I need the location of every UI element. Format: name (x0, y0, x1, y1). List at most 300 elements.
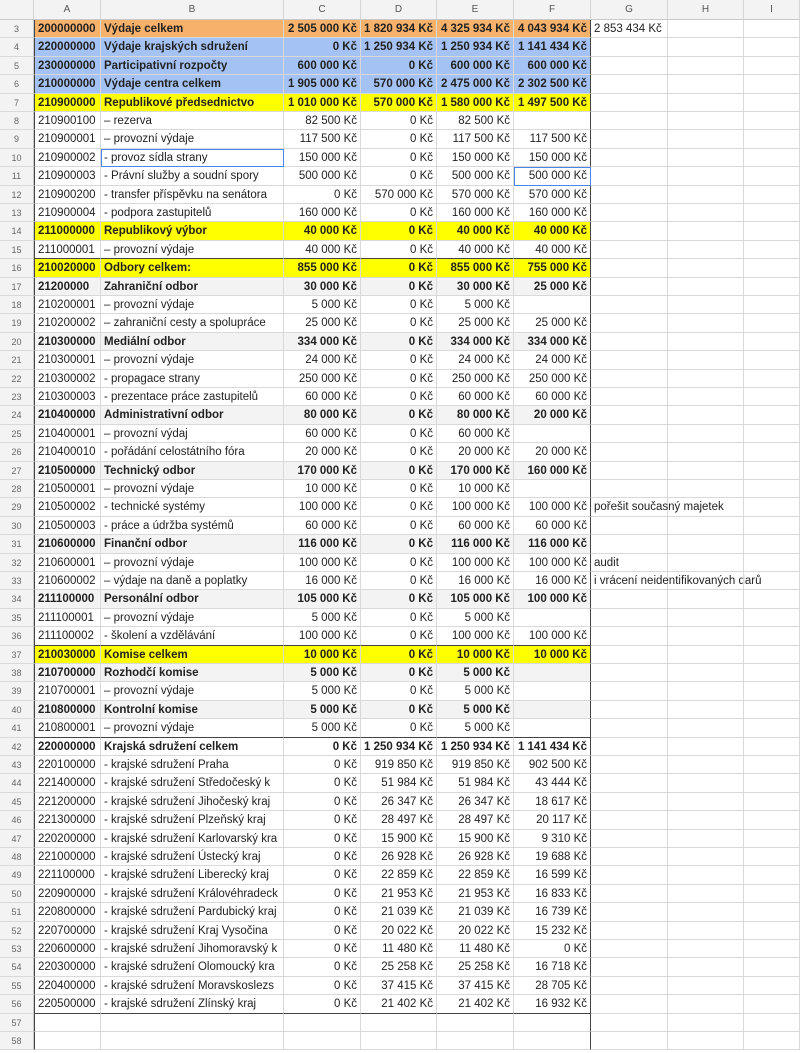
cell-account[interactable]: 220000000 (34, 38, 101, 56)
row-number[interactable]: 36 (0, 627, 34, 645)
cell-e[interactable]: 5 000 Kč (437, 296, 514, 314)
cell-c[interactable]: 60 000 Kč (284, 517, 361, 535)
cell-i[interactable] (744, 462, 800, 480)
cell-label[interactable] (101, 1032, 284, 1050)
cell-i[interactable] (744, 866, 800, 884)
cell-i[interactable] (744, 627, 800, 645)
cell-i[interactable] (744, 480, 800, 498)
cell-e[interactable]: 117 500 Kč (437, 130, 514, 148)
cell-f[interactable]: 16 833 Kč (514, 885, 591, 903)
cell-i[interactable] (744, 590, 800, 608)
cell-e[interactable] (437, 1032, 514, 1050)
cell-note[interactable] (591, 406, 668, 424)
cell-d[interactable]: 21 402 Kč (361, 995, 437, 1013)
row-number[interactable]: 31 (0, 535, 34, 553)
cell-h[interactable] (668, 278, 744, 296)
cell-c[interactable]: 5 000 Kč (284, 664, 361, 682)
cell-d[interactable]: 0 Kč (361, 701, 437, 719)
cell-i[interactable] (744, 259, 800, 277)
cell-label[interactable]: – výdaje na daně a poplatky (101, 572, 284, 590)
cell-c[interactable]: 16 000 Kč (284, 572, 361, 590)
cell-note[interactable] (591, 866, 668, 884)
cell-note[interactable] (591, 738, 668, 756)
row-number[interactable]: 48 (0, 848, 34, 866)
cell-label[interactable]: - krajské sdružení Královéhradeck (101, 885, 284, 903)
cell-i[interactable] (744, 609, 800, 627)
cell-c[interactable]: 60 000 Kč (284, 388, 361, 406)
cell-label[interactable]: - krajské sdružení Kraj Vysočina (101, 922, 284, 940)
cell-note[interactable] (591, 314, 668, 332)
cell-d[interactable]: 26 347 Kč (361, 793, 437, 811)
row-number[interactable]: 23 (0, 388, 34, 406)
cell-e[interactable]: 22 859 Kč (437, 866, 514, 884)
cell-i[interactable] (744, 498, 800, 516)
cell-account[interactable]: 210800000 (34, 701, 101, 719)
cell-c[interactable]: 600 000 Kč (284, 57, 361, 75)
cell-c[interactable]: 0 Kč (284, 848, 361, 866)
cell-account[interactable]: 210300000 (34, 333, 101, 351)
cell-c[interactable]: 24 000 Kč (284, 351, 361, 369)
cell-c[interactable]: 0 Kč (284, 774, 361, 792)
cell-account[interactable]: 221400000 (34, 774, 101, 792)
cell-d[interactable]: 570 000 Kč (361, 94, 437, 112)
cell-h[interactable] (668, 94, 744, 112)
cell-i[interactable] (744, 1014, 800, 1032)
cell-label[interactable]: - krajské sdružení Ústecký kraj (101, 848, 284, 866)
row-number[interactable]: 6 (0, 75, 34, 93)
cell-d[interactable]: 0 Kč (361, 278, 437, 296)
cell-h[interactable] (668, 351, 744, 369)
cell-e[interactable]: 100 000 Kč (437, 554, 514, 572)
cell-label[interactable]: - školení a vzdělávání (101, 627, 284, 645)
row-number[interactable]: 43 (0, 756, 34, 774)
cell-e[interactable]: 40 000 Kč (437, 222, 514, 240)
cell-e[interactable]: 919 850 Kč (437, 756, 514, 774)
cell-c[interactable]: 116 000 Kč (284, 535, 361, 553)
cell-i[interactable] (744, 848, 800, 866)
row-number[interactable]: 56 (0, 995, 34, 1013)
cell-e[interactable]: 250 000 Kč (437, 370, 514, 388)
cell-d[interactable]: 26 928 Kč (361, 848, 437, 866)
cell-label[interactable]: – provozní výdaje (101, 719, 284, 737)
cell-label[interactable]: Personální odbor (101, 590, 284, 608)
cell-note[interactable] (591, 388, 668, 406)
cell-e[interactable]: 100 000 Kč (437, 627, 514, 645)
cell-h[interactable] (668, 627, 744, 645)
cell-e[interactable]: 2 475 000 Kč (437, 75, 514, 93)
cell-account[interactable]: 210900000 (34, 94, 101, 112)
cell-note[interactable] (591, 756, 668, 774)
cell-i[interactable] (744, 149, 800, 167)
cell-note[interactable] (591, 480, 668, 498)
cell-label[interactable]: – zahraniční cesty a spolupráce (101, 314, 284, 332)
cell-h[interactable] (668, 646, 744, 664)
cell-h[interactable] (668, 462, 744, 480)
cell-d[interactable]: 0 Kč (361, 167, 437, 185)
cell-c[interactable]: 0 Kč (284, 38, 361, 56)
cell-label[interactable]: Krajská sdružení celkem (101, 738, 284, 756)
cell-c[interactable]: 25 000 Kč (284, 314, 361, 332)
cell-label[interactable]: – provozní výdaj (101, 425, 284, 443)
cell-note[interactable] (591, 222, 668, 240)
cell-label[interactable]: - krajské sdružení Jihomoravský k (101, 940, 284, 958)
cell-e[interactable]: 1 580 000 Kč (437, 94, 514, 112)
cell-label[interactable]: - krajské sdružení Liberecký kraj (101, 866, 284, 884)
cell-account[interactable]: 220800000 (34, 903, 101, 921)
cell-label[interactable]: - prezentace práce zastupitelů (101, 388, 284, 406)
cell-c[interactable]: 0 Kč (284, 866, 361, 884)
cell-note[interactable] (591, 333, 668, 351)
cell-note[interactable] (591, 958, 668, 976)
cell-e[interactable]: 28 497 Kč (437, 811, 514, 829)
cell-label[interactable]: - technické systémy (101, 498, 284, 516)
cell-note[interactable] (591, 1032, 668, 1050)
cell-e[interactable]: 5 000 Kč (437, 664, 514, 682)
row-number[interactable]: 32 (0, 554, 34, 572)
cell-label[interactable]: Výdaje centra celkem (101, 75, 284, 93)
row-number[interactable]: 19 (0, 314, 34, 332)
cell-h[interactable] (668, 222, 744, 240)
cell-f[interactable]: 16 932 Kč (514, 995, 591, 1013)
cell-d[interactable]: 0 Kč (361, 443, 437, 461)
cell-i[interactable] (744, 774, 800, 792)
cell-d[interactable]: 0 Kč (361, 719, 437, 737)
cell-c[interactable]: 5 000 Kč (284, 701, 361, 719)
cell-i[interactable] (744, 204, 800, 222)
cell-note[interactable] (591, 682, 668, 700)
cell-label[interactable]: - krajské sdružení Jihočeský kraj (101, 793, 284, 811)
cell-note[interactable] (591, 241, 668, 259)
cell-f[interactable]: 16 000 Kč (514, 572, 591, 590)
cell-label[interactable]: Rozhodčí komise (101, 664, 284, 682)
cell-note[interactable]: 2 853 434 Kč (591, 20, 668, 38)
cell-h[interactable] (668, 1014, 744, 1032)
cell-f[interactable] (514, 296, 591, 314)
row-number[interactable]: 24 (0, 406, 34, 424)
cell-note[interactable] (591, 112, 668, 130)
cell-d[interactable]: 0 Kč (361, 462, 437, 480)
cell-note[interactable]: pořešit současný majetek (591, 498, 668, 516)
cell-h[interactable] (668, 406, 744, 424)
cell-d[interactable]: 0 Kč (361, 627, 437, 645)
cell-f[interactable]: 1 497 500 Kč (514, 94, 591, 112)
cell-note[interactable] (591, 535, 668, 553)
row-number[interactable]: 20 (0, 333, 34, 351)
cell-e[interactable]: 40 000 Kč (437, 241, 514, 259)
cell-i[interactable] (744, 885, 800, 903)
cell-i[interactable] (744, 241, 800, 259)
cell-c[interactable]: 100 000 Kč (284, 498, 361, 516)
cell-label[interactable]: – rezerva (101, 112, 284, 130)
cell-h[interactable] (668, 977, 744, 995)
cell-label[interactable]: – provozní výdaje (101, 241, 284, 259)
cell-i[interactable] (744, 664, 800, 682)
cell-f[interactable] (514, 609, 591, 627)
cell-f[interactable]: 25 000 Kč (514, 278, 591, 296)
cell-f[interactable]: 9 310 Kč (514, 830, 591, 848)
row-number[interactable]: 28 (0, 480, 34, 498)
row-number[interactable]: 55 (0, 977, 34, 995)
cell-account[interactable]: 210300002 (34, 370, 101, 388)
cell-note[interactable] (591, 646, 668, 664)
row-number[interactable]: 13 (0, 204, 34, 222)
cell-e[interactable]: 160 000 Kč (437, 204, 514, 222)
row-number[interactable]: 35 (0, 609, 34, 627)
cell-c[interactable]: 500 000 Kč (284, 167, 361, 185)
cell-h[interactable] (668, 811, 744, 829)
cell-e[interactable]: 150 000 Kč (437, 149, 514, 167)
cell-note[interactable] (591, 1014, 668, 1032)
cell-i[interactable] (744, 112, 800, 130)
cell-account[interactable]: 210000000 (34, 75, 101, 93)
cell-note[interactable] (591, 204, 668, 222)
cell-f[interactable]: 1 141 434 Kč (514, 738, 591, 756)
cell-h[interactable] (668, 774, 744, 792)
cell-c[interactable]: 0 Kč (284, 738, 361, 756)
cell-d[interactable]: 1 250 934 Kč (361, 738, 437, 756)
cell-c[interactable]: 5 000 Kč (284, 296, 361, 314)
cell-f[interactable]: 902 500 Kč (514, 756, 591, 774)
cell-i[interactable] (744, 701, 800, 719)
cell-e[interactable]: 16 000 Kč (437, 572, 514, 590)
cell-f[interactable]: 160 000 Kč (514, 462, 591, 480)
cell-c[interactable]: 0 Kč (284, 977, 361, 995)
cell-h[interactable] (668, 793, 744, 811)
cell-note[interactable] (591, 167, 668, 185)
cell-h[interactable] (668, 57, 744, 75)
cell-d[interactable]: 25 258 Kč (361, 958, 437, 976)
cell-i[interactable] (744, 57, 800, 75)
cell-d[interactable]: 0 Kč (361, 149, 437, 167)
cell-label[interactable]: - podpora zastupitelů (101, 204, 284, 222)
cell-account[interactable]: 210600001 (34, 554, 101, 572)
cell-c[interactable]: 105 000 Kč (284, 590, 361, 608)
cell-c[interactable]: 0 Kč (284, 885, 361, 903)
row-number[interactable]: 30 (0, 517, 34, 535)
row-number[interactable]: 29 (0, 498, 34, 516)
cell-f[interactable]: 570 000 Kč (514, 186, 591, 204)
cell-h[interactable] (668, 885, 744, 903)
cell-account[interactable]: 210900200 (34, 186, 101, 204)
cell-h[interactable] (668, 314, 744, 332)
cell-c[interactable]: 0 Kč (284, 958, 361, 976)
cell-account[interactable]: 210500002 (34, 498, 101, 516)
cell-c[interactable]: 60 000 Kč (284, 425, 361, 443)
cell-i[interactable] (744, 94, 800, 112)
cell-h[interactable] (668, 756, 744, 774)
cell-d[interactable]: 570 000 Kč (361, 75, 437, 93)
cell-f[interactable]: 20 117 Kč (514, 811, 591, 829)
cell-account[interactable]: 210900003 (34, 167, 101, 185)
cell-note[interactable] (591, 443, 668, 461)
cell-e[interactable]: 170 000 Kč (437, 462, 514, 480)
cell-f[interactable]: 0 Kč (514, 940, 591, 958)
cell-h[interactable] (668, 186, 744, 204)
row-number[interactable]: 51 (0, 903, 34, 921)
cell-i[interactable] (744, 425, 800, 443)
cell-note[interactable] (591, 664, 668, 682)
cell-note[interactable] (591, 259, 668, 277)
cell-f[interactable]: 24 000 Kč (514, 351, 591, 369)
row-number[interactable]: 3 (0, 20, 34, 38)
cell-h[interactable] (668, 498, 744, 516)
cell-d[interactable]: 0 Kč (361, 535, 437, 553)
cell-h[interactable] (668, 554, 744, 572)
cell-f[interactable]: 600 000 Kč (514, 57, 591, 75)
cell-f[interactable]: 500 000 Kč (514, 167, 591, 185)
cell-note[interactable] (591, 811, 668, 829)
cell-account[interactable]: 220300000 (34, 958, 101, 976)
row-number[interactable]: 38 (0, 664, 34, 682)
cell-h[interactable] (668, 296, 744, 314)
row-number[interactable]: 54 (0, 958, 34, 976)
cell-e[interactable]: 116 000 Kč (437, 535, 514, 553)
cell-c[interactable]: 10 000 Kč (284, 480, 361, 498)
cell-d[interactable]: 0 Kč (361, 498, 437, 516)
cell-i[interactable] (744, 314, 800, 332)
cell-account[interactable]: 210900004 (34, 204, 101, 222)
row-number[interactable]: 12 (0, 186, 34, 204)
cell-h[interactable] (668, 517, 744, 535)
cell-i[interactable] (744, 278, 800, 296)
cell-note[interactable] (591, 278, 668, 296)
cell-f[interactable]: 60 000 Kč (514, 388, 591, 406)
cell-c[interactable]: 10 000 Kč (284, 646, 361, 664)
cell-i[interactable] (744, 20, 800, 38)
cell-h[interactable] (668, 830, 744, 848)
cell-h[interactable] (668, 370, 744, 388)
cell-account[interactable]: 210500001 (34, 480, 101, 498)
cell-h[interactable] (668, 388, 744, 406)
row-number[interactable]: 25 (0, 425, 34, 443)
cell-f[interactable]: 100 000 Kč (514, 590, 591, 608)
cell-d[interactable]: 51 984 Kč (361, 774, 437, 792)
cell-d[interactable]: 0 Kč (361, 333, 437, 351)
row-number[interactable]: 26 (0, 443, 34, 461)
row-number[interactable]: 37 (0, 646, 34, 664)
cell-e[interactable]: 60 000 Kč (437, 425, 514, 443)
cell-h[interactable] (668, 958, 744, 976)
cell-c[interactable]: 40 000 Kč (284, 241, 361, 259)
row-number[interactable]: 33 (0, 572, 34, 590)
cell-f[interactable]: 100 000 Kč (514, 554, 591, 572)
cell-i[interactable] (744, 940, 800, 958)
cell-e[interactable]: 5 000 Kč (437, 609, 514, 627)
row-number[interactable]: 53 (0, 940, 34, 958)
cell-label[interactable]: - Právní služby a soudní spory (101, 167, 284, 185)
cell-e[interactable]: 1 250 934 Kč (437, 38, 514, 56)
cell-e[interactable]: 20 022 Kč (437, 922, 514, 940)
cell-f[interactable]: 4 043 934 Kč (514, 20, 591, 38)
row-number[interactable]: 58 (0, 1032, 34, 1050)
cell-label[interactable]: Mediální odbor (101, 333, 284, 351)
cell-account[interactable]: 220500000 (34, 995, 101, 1013)
cell-f[interactable]: 25 000 Kč (514, 314, 591, 332)
row-number[interactable]: 17 (0, 278, 34, 296)
cell-e[interactable]: 105 000 Kč (437, 590, 514, 608)
cell-i[interactable] (744, 719, 800, 737)
cell-f[interactable] (514, 112, 591, 130)
cell-c[interactable]: 334 000 Kč (284, 333, 361, 351)
cell-account[interactable] (34, 1032, 101, 1050)
cell-e[interactable]: 855 000 Kč (437, 259, 514, 277)
cell-e[interactable]: 1 250 934 Kč (437, 738, 514, 756)
cell-i[interactable] (744, 517, 800, 535)
cell-i[interactable] (744, 167, 800, 185)
cell-label[interactable]: Finanční odbor (101, 535, 284, 553)
cell-e[interactable]: 80 000 Kč (437, 406, 514, 424)
cell-h[interactable] (668, 38, 744, 56)
cell-e[interactable]: 26 928 Kč (437, 848, 514, 866)
cell-e[interactable]: 21 953 Kč (437, 885, 514, 903)
cell-account[interactable]: 210600002 (34, 572, 101, 590)
row-number[interactable]: 47 (0, 830, 34, 848)
cell-label[interactable]: - provoz sídla strany (101, 149, 284, 167)
row-number[interactable]: 22 (0, 370, 34, 388)
cell-label[interactable]: Administrativní odbor (101, 406, 284, 424)
cell-account[interactable]: 210500003 (34, 517, 101, 535)
cell-i[interactable] (744, 222, 800, 240)
cell-f[interactable]: 100 000 Kč (514, 627, 591, 645)
cell-d[interactable]: 1 250 934 Kč (361, 38, 437, 56)
cell-c[interactable]: 855 000 Kč (284, 259, 361, 277)
cell-note[interactable] (591, 517, 668, 535)
cell-c[interactable]: 170 000 Kč (284, 462, 361, 480)
cell-d[interactable]: 37 415 Kč (361, 977, 437, 995)
cell-account[interactable]: 230000000 (34, 57, 101, 75)
cell-label[interactable]: Odbory celkem: (101, 259, 284, 277)
cell-h[interactable] (668, 922, 744, 940)
cell-c[interactable]: 1 905 000 Kč (284, 75, 361, 93)
cell-h[interactable] (668, 701, 744, 719)
cell-h[interactable] (668, 995, 744, 1013)
cell-i[interactable] (744, 186, 800, 204)
cell-c[interactable]: 5 000 Kč (284, 719, 361, 737)
row-number[interactable]: 44 (0, 774, 34, 792)
cell-i[interactable] (744, 572, 800, 590)
cell-f[interactable]: 28 705 Kč (514, 977, 591, 995)
cell-c[interactable]: 80 000 Kč (284, 406, 361, 424)
cell-h[interactable] (668, 241, 744, 259)
cell-note[interactable] (591, 186, 668, 204)
cell-account[interactable]: 220400000 (34, 977, 101, 995)
cell-f[interactable]: 19 688 Kč (514, 848, 591, 866)
row-number[interactable]: 5 (0, 57, 34, 75)
row-number[interactable]: 34 (0, 590, 34, 608)
cell-f[interactable]: 160 000 Kč (514, 204, 591, 222)
cell-d[interactable]: 0 Kč (361, 609, 437, 627)
cell-d[interactable] (361, 1032, 437, 1050)
cell-label[interactable]: Republikové předsednictvo (101, 94, 284, 112)
cell-f[interactable]: 15 232 Kč (514, 922, 591, 940)
cell-d[interactable]: 0 Kč (361, 517, 437, 535)
cell-account[interactable]: 210400000 (34, 406, 101, 424)
column-header-b[interactable]: B (101, 0, 284, 19)
cell-account[interactable]: 211000001 (34, 241, 101, 259)
cell-d[interactable]: 0 Kč (361, 388, 437, 406)
cell-note[interactable] (591, 922, 668, 940)
cell-e[interactable]: 21 039 Kč (437, 903, 514, 921)
cell-label[interactable]: Republikový výbor (101, 222, 284, 240)
row-number[interactable]: 49 (0, 866, 34, 884)
cell-account[interactable]: 210800001 (34, 719, 101, 737)
cell-note[interactable] (591, 94, 668, 112)
cell-account[interactable]: 221200000 (34, 793, 101, 811)
cell-h[interactable] (668, 20, 744, 38)
cell-note[interactable] (591, 57, 668, 75)
cell-c[interactable]: 82 500 Kč (284, 112, 361, 130)
cell-e[interactable]: 37 415 Kč (437, 977, 514, 995)
